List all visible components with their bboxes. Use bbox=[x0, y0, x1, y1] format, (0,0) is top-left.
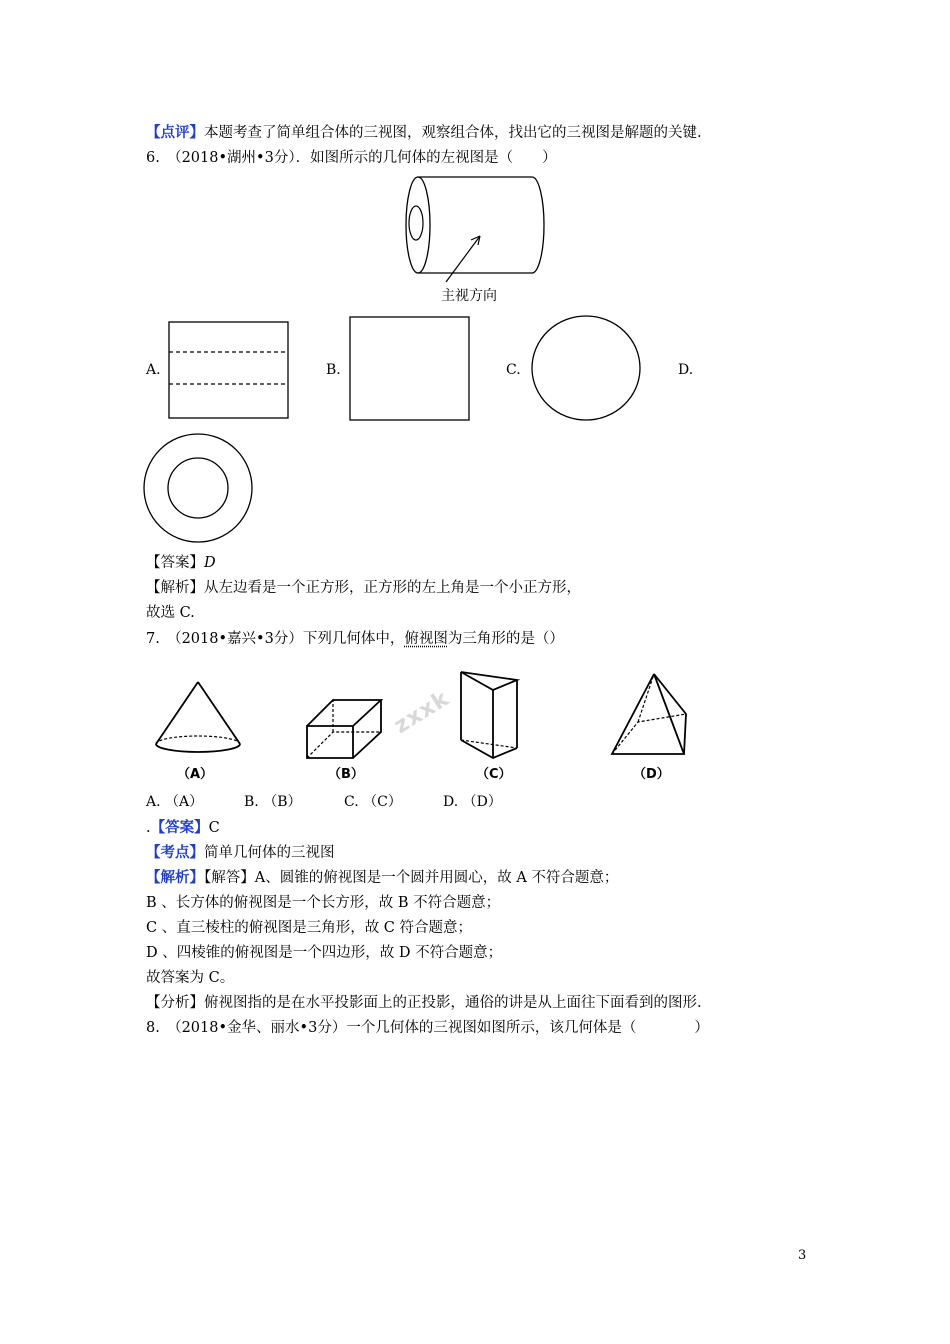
remark-text: 本题考查了简单组合体的三视图，观察组合体，找出它的三视图是解题的关键. bbox=[204, 125, 702, 141]
q7-solution-line-d: D 、四棱锥的俯视图是一个四边形，故 D 不符合题意； bbox=[146, 945, 503, 961]
q6-option-b-figure bbox=[349, 316, 471, 422]
q7-answer-tag: 【答案】 bbox=[150, 819, 209, 836]
q7-answer-line bbox=[146, 818, 220, 838]
remark-line bbox=[146, 123, 702, 143]
q6-answer-value: D bbox=[204, 555, 216, 571]
q8-stem: 8. （2018•金华、丽水•3分）一个几何体的三视图如图所示，该几何体是（ ） bbox=[146, 1020, 709, 1036]
q6-option-a-figure bbox=[168, 321, 290, 419]
q7-final-answer: 故答案为 C。 bbox=[146, 970, 235, 986]
q6-analysis-line bbox=[146, 578, 581, 598]
q6-option-a-label: A. bbox=[146, 362, 161, 378]
q7-stem-pre: 7. （2018•嘉兴•3分）下列几何体中， bbox=[146, 631, 405, 647]
q6-analysis-tag: 【解析】 bbox=[146, 580, 204, 596]
q6-analysis-text: 从左边看是一个正方形，正方形的左上角是一个小正方形， bbox=[204, 580, 581, 596]
q6-option-d-figure bbox=[142, 432, 254, 544]
q7-stem-post: 为三角形的是（） bbox=[447, 631, 564, 647]
q6-option-d-label: D. bbox=[678, 362, 694, 378]
q6-option-c-label: C. bbox=[506, 362, 521, 378]
q7-jiexi-tag: 【解析】 bbox=[146, 869, 204, 886]
q7-option-b: B. （B） bbox=[244, 794, 302, 810]
q7-prism-figure bbox=[453, 666, 525, 762]
cylinder-back-arc bbox=[532, 177, 544, 273]
cylinder-inner-hole bbox=[409, 206, 423, 240]
q7-option-c: C. （C） bbox=[344, 794, 402, 810]
q7-option-d: D. （D） bbox=[443, 794, 502, 810]
q7-option-a: A. （A） bbox=[146, 794, 204, 810]
view-direction-arrow-shaft bbox=[446, 236, 480, 282]
q7-kaodian-line bbox=[146, 843, 335, 863]
page-number: 3 bbox=[798, 1248, 807, 1263]
q6-option-c-figure bbox=[530, 314, 642, 422]
q7-solution-line-c: C 、直三棱柱的俯视图是三角形，故 C 符合题意； bbox=[146, 920, 473, 936]
q7-cuboid-figure bbox=[303, 696, 385, 760]
q6-conclusion: 故选 C. bbox=[146, 605, 195, 621]
q7-kaodian-tag: 【考点】 bbox=[146, 844, 204, 861]
view-direction-label: 主视方向 bbox=[441, 288, 497, 304]
q7-solution-line-b: B 、长方体的俯视图是一个长方形，故 B 不符合题意； bbox=[146, 895, 501, 911]
q7-jieda-text: 【解答】A、圆锥的俯视图是一个圆并用圆心，故 A 不符合题意； bbox=[204, 870, 619, 886]
q7-caption-c: （C） bbox=[476, 767, 512, 782]
q6-answer-line bbox=[146, 553, 216, 573]
q7-cone-figure bbox=[150, 678, 246, 756]
q7-caption-b: （B） bbox=[328, 767, 364, 782]
q7-pyramid-figure bbox=[608, 670, 692, 760]
watermark-logo: zxxk bbox=[389, 686, 454, 739]
q7-stem bbox=[146, 629, 564, 649]
q6-stem: 6. （2018•湖州•3分）．如图所示的几何体的左视图是（ ） bbox=[146, 150, 557, 166]
q7-fenxi: 【分析】俯视图指的是在水平投影面上的正投影，通俗的讲是从上面往下面看到的图形. bbox=[146, 995, 702, 1011]
q7-caption-d: （D） bbox=[633, 767, 670, 782]
q7-jiexi-line bbox=[146, 868, 618, 888]
remark-tag: 【点评】 bbox=[146, 124, 204, 141]
q7-kaodian-text: 简单几何体的三视图 bbox=[204, 845, 335, 861]
q7-caption-a: （A） bbox=[177, 767, 214, 782]
q6-option-b-label: B. bbox=[326, 362, 341, 378]
q7-answer-value: C bbox=[208, 820, 220, 836]
q7-answer-prefix: . bbox=[146, 820, 151, 836]
q7-stem-emphasis: 俯视图 bbox=[404, 631, 448, 647]
q6-answer-tag: 【答案】 bbox=[146, 555, 204, 571]
